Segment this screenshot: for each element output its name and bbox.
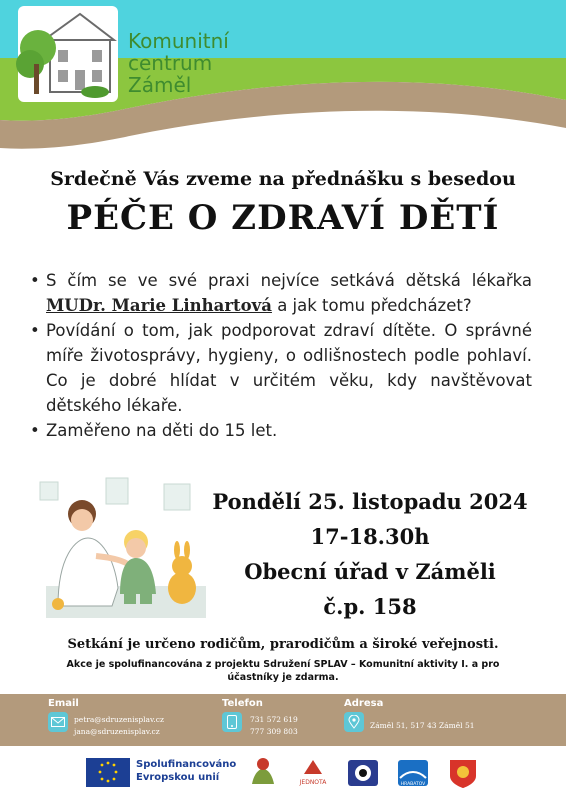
list-item <box>30 268 532 318</box>
email-link[interactable]: jana@sdruzenisplav.cz <box>74 727 160 736</box>
bullet-list <box>30 268 532 443</box>
phone-block <box>222 698 263 709</box>
phone-number[interactable]: 731 572 619 <box>250 715 298 724</box>
event-date: Pondělí 25. listopadu 2024 <box>212 489 528 514</box>
cofinancing-note: Akce je spolufinancována z projektu Sdružení SPLAV – Komunitní aktivity I. a pro účastníky je zdarma. <box>66 659 500 683</box>
eu-text-line-1: Spolufinancováno <box>136 759 237 770</box>
mail-icon <box>48 712 68 732</box>
email-link[interactable]: petra@sdruzenisplav.cz <box>74 715 164 724</box>
phone-icon <box>222 712 242 732</box>
address-block <box>344 698 383 709</box>
sponsor-logos <box>0 746 566 800</box>
audience-notice: Setkání je určeno rodičům, prarodičům a široké veřejnosti. <box>67 637 499 652</box>
municipality-crest-icon <box>446 754 480 792</box>
phone-values <box>250 714 298 738</box>
logo-text <box>128 30 229 96</box>
event-number: č.p. 158 <box>323 594 417 619</box>
contact-bar <box>0 694 566 746</box>
event-details <box>205 484 535 624</box>
organization-logo-icon <box>246 754 280 792</box>
address-label: Adresa <box>344 698 384 709</box>
jednota-logo-icon <box>296 754 330 792</box>
header-graphic <box>0 0 566 150</box>
eu-cofinanced-text <box>136 758 236 784</box>
list-item: • Povídání o tom, jak podporovat zdraví dítěte. O správné míře životosprávy, hygieny, o odlišnostech podle pohlaví. Co je dobré hlídat v určitém věku, kdy navštěvovat dětského lékaře. <box>30 318 532 418</box>
logo-line-1: Komunitní <box>128 29 229 53</box>
list-item: • Zaměřeno na děti do 15 let. <box>30 418 532 443</box>
eu-text-line-2: Evropskou unií <box>136 772 220 783</box>
logo-line-2: centrum <box>128 51 213 75</box>
event-place: Obecní úřad v Záměli <box>244 559 496 584</box>
email-label: Email <box>48 698 79 709</box>
location-pin-icon <box>344 712 364 732</box>
invite-heading: Srdečně Vás zveme na přednášku s besedou <box>50 168 516 190</box>
email-block <box>48 698 79 709</box>
address-value: Záměl 51, 517 43 Záměl 51 <box>370 721 475 730</box>
email-values <box>74 714 164 738</box>
jednota-label: JEDNOTA <box>299 779 327 786</box>
doctor-name: MUDr. Marie Linhartová <box>46 296 272 315</box>
bullet-text: a jak tomu předcházet? <box>271 296 472 315</box>
phone-label: Telefon <box>222 698 263 709</box>
hrabatov-logo-icon <box>396 754 430 792</box>
logo-line-3: Záměl <box>128 73 192 97</box>
phone-number[interactable]: 777 309 803 <box>250 727 298 736</box>
hrabatov-label: HRABATOV <box>400 782 426 787</box>
splav-logo-icon <box>346 754 380 792</box>
bullet-text: S čím se ve své praxi nejvíce setkává dětská lékařka <box>46 271 532 290</box>
doctor-child-illustration <box>36 476 212 626</box>
header-banner <box>0 0 566 150</box>
eu-flag-icon <box>86 758 130 787</box>
event-time: 17-18.30h <box>310 524 430 549</box>
page-title: PÉČE O ZDRAVÍ DĚTÍ <box>66 198 500 238</box>
